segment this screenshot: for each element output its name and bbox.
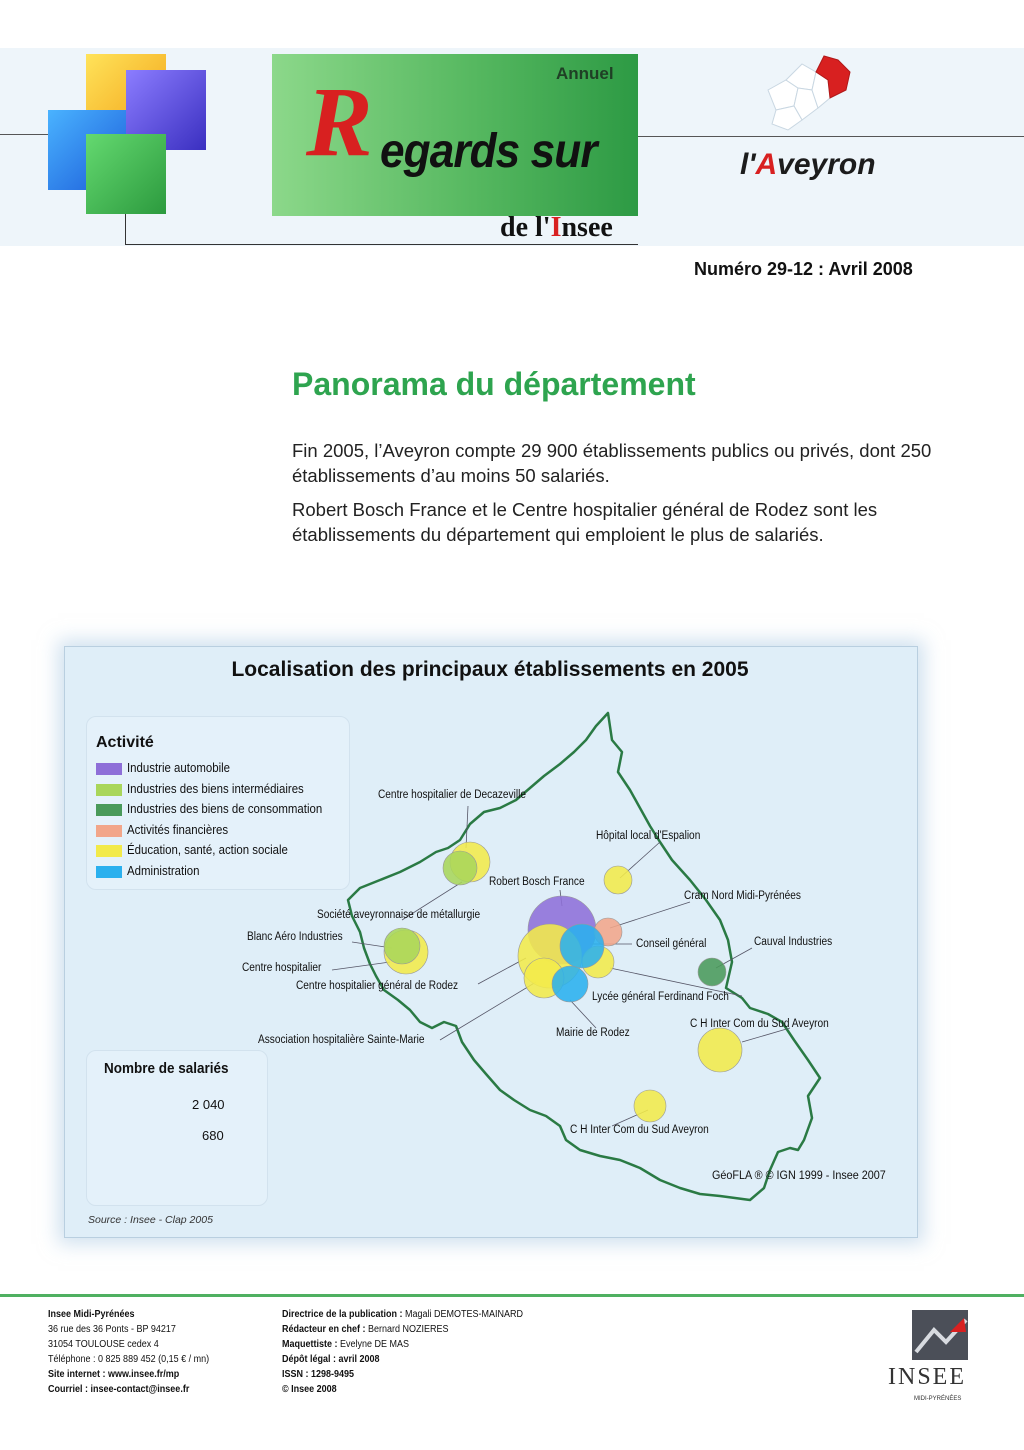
label-ch-sud-2: C H Inter Com du Sud Aveyron (570, 1124, 709, 1136)
label-ch: Centre hospitalier (242, 962, 322, 974)
map-copyright: GéoFLA ® © IGN 1999 - Insee 2007 (712, 1168, 886, 1182)
footer-mail-link[interactable]: insee-contact@insee.fr (90, 1384, 190, 1395)
footer-org: Insee Midi-Pyrénées (48, 1309, 135, 1320)
size-legend-big-value: 2 040 (192, 1097, 225, 1112)
footer-site: Site internet : www.insee.fr/mp (48, 1369, 180, 1380)
marker-conseil (560, 924, 604, 968)
marker-ch-sud-saint-affrique (634, 1090, 666, 1122)
marker-mairie (552, 966, 588, 1002)
map-title: Localisation des principaux établissements en 2005 (231, 658, 749, 681)
legend-title: Activité (96, 734, 154, 751)
legend-label: Éducation, santé, action sociale (127, 842, 288, 857)
label-mairie: Mairie de Rodez (556, 1027, 630, 1039)
marker-espalion (604, 866, 632, 894)
marker-ch-sud-millau (698, 1028, 742, 1072)
label-sainte-marie: Association hospitalière Sainte-Marie (258, 1034, 425, 1046)
publication-title: egards sur (380, 125, 597, 178)
size-legend-small-value: 680 (202, 1128, 224, 1143)
legend-label: Industries des biens de consommation (127, 801, 323, 816)
marker-cauval (698, 958, 726, 986)
label-ch-sud-1: C H Inter Com du Sud Aveyron (690, 1018, 829, 1030)
label-ch-rodez: Centre hospitalier général de Rodez (296, 980, 459, 992)
footer-address-2: 31054 TOULOUSE cedex 4 (48, 1339, 159, 1350)
label-metallurgie: Société aveyronnaise de métallurgie (317, 909, 481, 921)
legend-label: Industries des biens intermédiaires (127, 780, 304, 796)
map-source: Source : Insee - Clap 2005 (88, 1214, 213, 1226)
footer-address-1: 36 rue des 36 Ponts - BP 94217 (48, 1324, 176, 1335)
footer-legal: Dépôt légal : avril 2008 (282, 1354, 380, 1365)
footer-layout: Maquettiste : Evelyne DE MAS (282, 1339, 410, 1350)
periodicity-label: Annuel (556, 64, 614, 83)
footer-phone: Téléphone : 0 825 889 452 (0,15 € / mn) (48, 1354, 210, 1365)
footer-issn: ISSN : 1298-9495 (282, 1369, 355, 1380)
issue-number: Numéro 29-12 : Avril 2008 (694, 259, 913, 279)
legend-label: Administration (127, 862, 200, 878)
insee-logo-sub: MIDI-PYRÉNÉES (914, 1396, 962, 1402)
footer-rule (0, 1294, 1024, 1297)
label-decazeville: Centre hospitalier de Decazeville (378, 789, 526, 801)
marker-blanc-aero (384, 928, 420, 964)
label-espalion: Hôpital local d'Espalion (596, 830, 701, 842)
label-lycee: Lycée général Ferdinand Foch (592, 991, 729, 1003)
article-paragraph-1: Fin 2005, l’Aveyron compte 29 900 établissements publics ou privés, dont 250 établissements d’au moins 50 salariés. (292, 440, 932, 486)
dept-initial: A (755, 148, 778, 181)
legend-label: Industrie automobile (127, 760, 231, 775)
label-cauval: Cauval Industries (754, 936, 833, 948)
footer-mail: Courriel : insee-contact@insee.fr (48, 1384, 190, 1395)
publisher-rest: nsee (561, 212, 613, 243)
marker-metallurgie (443, 851, 477, 885)
label-bosch: Robert Bosch France (489, 876, 585, 888)
footer-copyright: © Insee 2008 (282, 1384, 337, 1395)
legend-label: Activités financières (127, 821, 229, 837)
dept-prefix: l' (740, 148, 756, 181)
insee-logo-icon (890, 1308, 974, 1364)
footer-site-link[interactable]: www.insee.fr/mp (108, 1369, 180, 1380)
footer-credits (282, 1307, 523, 1397)
size-legend-title: Nombre de salariés (104, 1060, 229, 1077)
publisher-prefix: de l' (500, 212, 551, 243)
footer-director: Directrice de la publication : Magali DEMOTES-MAINARD (282, 1309, 524, 1320)
label-cram: Cram Nord Midi-Pyrénées (684, 890, 801, 902)
article-paragraph-2: Robert Bosch France et le Centre hospitalier général de Rodez sont les établissements du département qui emploient le plus de salariés. (292, 499, 878, 545)
label-conseil: Conseil général (636, 938, 707, 950)
label-blanc-aero: Blanc Aéro Industries (247, 931, 343, 943)
title-initial: R (306, 66, 373, 177)
footer-editor: Rédacteur en chef : Bernard NOZIERES (282, 1324, 449, 1335)
footer-contact (48, 1307, 209, 1397)
publisher-initial: I (550, 212, 562, 243)
article-heading: Panorama du département (292, 366, 696, 402)
dept-rest: veyron (777, 148, 876, 181)
insee-logo-word: INSEE (888, 1364, 966, 1390)
